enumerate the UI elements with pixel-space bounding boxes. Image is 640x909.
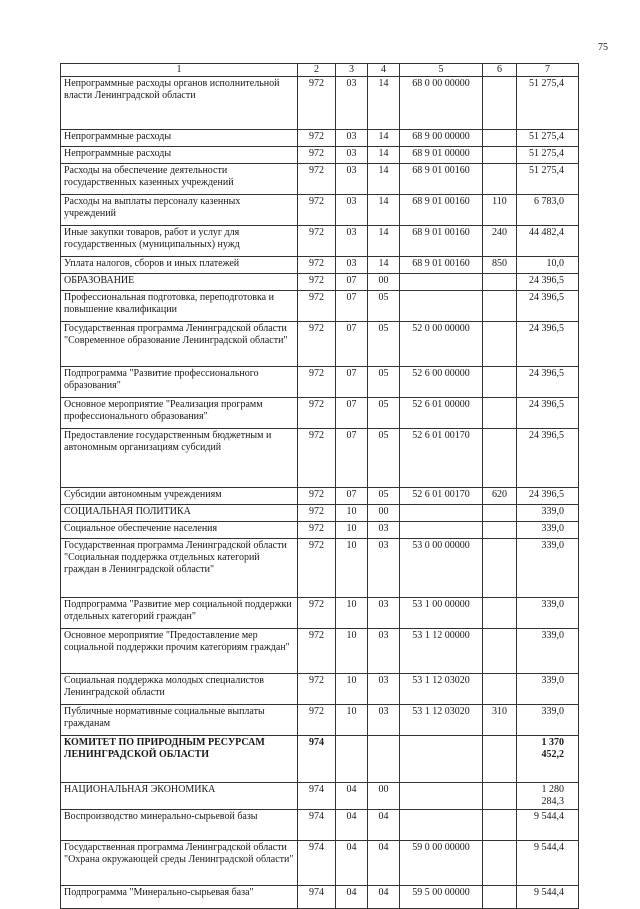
row-admin-code: 972 <box>298 291 336 322</box>
row-label: Непрограммные расходы <box>61 147 298 164</box>
row-label: Расходы на выплаты персоналу казенных учреждений <box>61 195 298 226</box>
row-expense-type <box>483 841 517 886</box>
row-amount: 24 396,5 <box>517 274 579 291</box>
table-row <box>61 274 579 291</box>
row-admin-code: 972 <box>298 522 336 539</box>
row-target-code: 68 9 01 00160 <box>400 195 483 226</box>
row-expense-type <box>483 398 517 429</box>
row-admin-code: 972 <box>298 598 336 629</box>
row-expense-type <box>483 886 517 909</box>
row-subsection: 14 <box>368 226 400 257</box>
row-section: 03 <box>336 257 368 274</box>
table-row <box>61 147 579 164</box>
table-row <box>61 488 579 505</box>
header-cell: 4 <box>368 64 400 77</box>
row-label: Государственная программа Ленинградской области "Охрана окружающей среды Ленинградской области" <box>61 841 298 886</box>
row-label: ОБРАЗОВАНИЕ <box>61 274 298 291</box>
row-expense-type <box>483 783 517 810</box>
row-target-code: 52 0 00 00000 <box>400 322 483 367</box>
row-subsection: 14 <box>368 77 400 130</box>
row-section: 04 <box>336 841 368 886</box>
row-subsection: 14 <box>368 130 400 147</box>
row-section: 07 <box>336 322 368 367</box>
row-subsection: 14 <box>368 164 400 195</box>
row-amount: 1 280 284,3 <box>517 783 579 810</box>
row-expense-type <box>483 77 517 130</box>
row-target-code <box>400 522 483 539</box>
row-subsection: 14 <box>368 195 400 226</box>
table-row <box>61 291 579 322</box>
header-cell: 3 <box>336 64 368 77</box>
row-subsection: 00 <box>368 274 400 291</box>
row-admin-code: 972 <box>298 629 336 674</box>
row-expense-type: 850 <box>483 257 517 274</box>
row-section: 03 <box>336 164 368 195</box>
header-cell: 2 <box>298 64 336 77</box>
row-subsection: 04 <box>368 810 400 841</box>
row-section: 07 <box>336 367 368 398</box>
header-row <box>61 64 579 77</box>
row-target-code: 53 1 12 03020 <box>400 705 483 736</box>
row-label: Подпрограмма "Развитие профессионального образования" <box>61 367 298 398</box>
row-admin-code: 972 <box>298 322 336 367</box>
row-amount: 339,0 <box>517 705 579 736</box>
row-section: 07 <box>336 398 368 429</box>
table-row <box>61 810 579 841</box>
table-row <box>61 322 579 367</box>
row-label: Социальная поддержка молодых специалистов Ленинградской области <box>61 674 298 705</box>
row-target-code: 52 6 01 00170 <box>400 488 483 505</box>
row-amount: 9 544,4 <box>517 810 579 841</box>
row-expense-type <box>483 367 517 398</box>
row-amount: 44 482,4 <box>517 226 579 257</box>
row-admin-code: 972 <box>298 705 336 736</box>
row-section: 10 <box>336 539 368 598</box>
row-expense-type <box>483 598 517 629</box>
row-subsection: 03 <box>368 598 400 629</box>
row-admin-code: 972 <box>298 226 336 257</box>
row-expense-type <box>483 674 517 705</box>
row-admin-code: 972 <box>298 257 336 274</box>
row-admin-code: 972 <box>298 77 336 130</box>
row-section: 07 <box>336 291 368 322</box>
row-subsection: 05 <box>368 429 400 488</box>
row-subsection: 05 <box>368 367 400 398</box>
row-section: 10 <box>336 674 368 705</box>
row-admin-code: 972 <box>298 195 336 226</box>
row-section: 10 <box>336 705 368 736</box>
row-admin-code: 974 <box>298 841 336 886</box>
row-label: Субсидии автономным учреждениям <box>61 488 298 505</box>
row-label: НАЦИОНАЛЬНАЯ ЭКОНОМИКА <box>61 783 298 810</box>
row-target-code: 53 1 12 00000 <box>400 629 483 674</box>
row-section: 04 <box>336 886 368 909</box>
row-label: Непрограммные расходы <box>61 130 298 147</box>
row-amount: 24 396,5 <box>517 322 579 367</box>
header-cell: 6 <box>483 64 517 77</box>
row-label: Иные закупки товаров, работ и услуг для государственных (муниципальных) нужд <box>61 226 298 257</box>
table-row <box>61 841 579 886</box>
row-amount: 339,0 <box>517 674 579 705</box>
row-subsection: 00 <box>368 783 400 810</box>
row-label: Подпрограмма "Минерально-сырьевая база" <box>61 886 298 909</box>
row-subsection: 14 <box>368 257 400 274</box>
row-section <box>336 736 368 783</box>
table-row <box>61 398 579 429</box>
row-label: Государственная программа Ленинградской области "Современное образование Ленинградской области" <box>61 322 298 367</box>
row-subsection: 05 <box>368 322 400 367</box>
row-expense-type: 620 <box>483 488 517 505</box>
row-expense-type <box>483 629 517 674</box>
row-amount: 51 275,4 <box>517 164 579 195</box>
table-row <box>61 783 579 810</box>
row-admin-code: 972 <box>298 429 336 488</box>
row-expense-type <box>483 810 517 841</box>
table-row <box>61 736 579 783</box>
header-cell: 7 <box>517 64 579 77</box>
row-label: Основное мероприятие "Реализация программ профессионального образования" <box>61 398 298 429</box>
row-admin-code: 972 <box>298 130 336 147</box>
row-expense-type <box>483 429 517 488</box>
row-section: 03 <box>336 195 368 226</box>
row-admin-code: 972 <box>298 164 336 195</box>
table-row <box>61 629 579 674</box>
row-amount: 10,0 <box>517 257 579 274</box>
row-section: 10 <box>336 629 368 674</box>
row-expense-type <box>483 322 517 367</box>
table-row <box>61 505 579 522</box>
row-target-code: 52 6 00 00000 <box>400 367 483 398</box>
row-section: 07 <box>336 429 368 488</box>
row-amount: 339,0 <box>517 522 579 539</box>
row-section: 07 <box>336 488 368 505</box>
table-row <box>61 226 579 257</box>
row-admin-code: 974 <box>298 736 336 783</box>
row-amount: 6 783,0 <box>517 195 579 226</box>
row-section: 10 <box>336 522 368 539</box>
table-row <box>61 77 579 130</box>
row-target-code: 53 1 00 00000 <box>400 598 483 629</box>
row-section: 10 <box>336 598 368 629</box>
row-section: 10 <box>336 505 368 522</box>
table-row <box>61 257 579 274</box>
row-subsection: 03 <box>368 705 400 736</box>
row-section: 03 <box>336 130 368 147</box>
row-target-code: 52 6 01 00170 <box>400 429 483 488</box>
row-admin-code: 974 <box>298 810 336 841</box>
table-row <box>61 367 579 398</box>
row-label: Подпрограмма "Развитие мер социальной поддержки отдельных категорий граждан" <box>61 598 298 629</box>
row-label: Воспроизводство минерально-сырьевой базы <box>61 810 298 841</box>
row-section: 03 <box>336 77 368 130</box>
row-admin-code: 972 <box>298 674 336 705</box>
row-expense-type: 240 <box>483 226 517 257</box>
row-target-code: 68 0 00 00000 <box>400 77 483 130</box>
header-cell: 1 <box>61 64 298 77</box>
row-label: Публичные нормативные социальные выплаты гражданам <box>61 705 298 736</box>
row-target-code <box>400 274 483 291</box>
row-admin-code: 974 <box>298 783 336 810</box>
row-expense-type: 310 <box>483 705 517 736</box>
row-amount: 9 544,4 <box>517 886 579 909</box>
row-target-code: 68 9 01 00160 <box>400 164 483 195</box>
row-target-code <box>400 810 483 841</box>
row-expense-type <box>483 291 517 322</box>
row-target-code: 68 9 01 00160 <box>400 257 483 274</box>
row-section: 03 <box>336 226 368 257</box>
row-label: КОМИТЕТ ПО ПРИРОДНЫМ РЕСУРСАМ ЛЕНИНГРАДСКОЙ ОБЛАСТИ <box>61 736 298 783</box>
table-row <box>61 539 579 598</box>
row-target-code <box>400 505 483 522</box>
row-amount: 24 396,5 <box>517 429 579 488</box>
table-body <box>61 64 579 909</box>
row-subsection: 05 <box>368 488 400 505</box>
table-row <box>61 429 579 488</box>
table-row <box>61 130 579 147</box>
table-row <box>61 674 579 705</box>
row-subsection <box>368 736 400 783</box>
row-admin-code: 972 <box>298 147 336 164</box>
row-subsection: 03 <box>368 674 400 705</box>
row-amount: 9 544,4 <box>517 841 579 886</box>
row-amount: 51 275,4 <box>517 77 579 130</box>
row-amount: 339,0 <box>517 539 579 598</box>
table-row <box>61 522 579 539</box>
row-expense-type <box>483 274 517 291</box>
row-subsection: 00 <box>368 505 400 522</box>
row-subsection: 05 <box>368 291 400 322</box>
row-admin-code: 972 <box>298 274 336 291</box>
row-target-code: 52 6 01 00000 <box>400 398 483 429</box>
row-subsection: 05 <box>368 398 400 429</box>
table-row <box>61 195 579 226</box>
page-number: 75 <box>598 42 608 53</box>
row-target-code: 53 0 00 00000 <box>400 539 483 598</box>
row-expense-type <box>483 130 517 147</box>
row-section: 04 <box>336 783 368 810</box>
row-target-code: 59 0 00 00000 <box>400 841 483 886</box>
row-admin-code: 974 <box>298 886 336 909</box>
row-amount: 339,0 <box>517 598 579 629</box>
row-subsection: 03 <box>368 539 400 598</box>
row-target-code <box>400 736 483 783</box>
table-row <box>61 598 579 629</box>
row-admin-code: 972 <box>298 367 336 398</box>
table-row <box>61 164 579 195</box>
row-target-code: 68 9 01 00000 <box>400 147 483 164</box>
row-target-code <box>400 783 483 810</box>
row-section: 03 <box>336 147 368 164</box>
row-admin-code: 972 <box>298 539 336 598</box>
budget-table <box>60 63 579 909</box>
row-subsection: 03 <box>368 629 400 674</box>
row-expense-type <box>483 147 517 164</box>
row-target-code: 68 9 00 00000 <box>400 130 483 147</box>
row-label: СОЦИАЛЬНАЯ ПОЛИТИКА <box>61 505 298 522</box>
row-label: Государственная программа Ленинградской области "Социальная поддержка отдельных категорий граждан в Ленинградской области" <box>61 539 298 598</box>
row-amount: 339,0 <box>517 629 579 674</box>
row-amount: 51 275,4 <box>517 147 579 164</box>
row-label: Непрограммные расходы органов исполнительной власти Ленинградской области <box>61 77 298 130</box>
row-target-code: 53 1 12 03020 <box>400 674 483 705</box>
row-amount: 24 396,5 <box>517 291 579 322</box>
row-target-code <box>400 291 483 322</box>
row-admin-code: 972 <box>298 505 336 522</box>
row-subsection: 04 <box>368 841 400 886</box>
row-label: Основное мероприятие "Предоставление мер социальной поддержки прочим категориям граждан" <box>61 629 298 674</box>
row-amount: 51 275,4 <box>517 130 579 147</box>
row-section: 04 <box>336 810 368 841</box>
row-subsection: 14 <box>368 147 400 164</box>
row-amount: 24 396,5 <box>517 488 579 505</box>
row-expense-type <box>483 539 517 598</box>
row-target-code: 59 5 00 00000 <box>400 886 483 909</box>
row-admin-code: 972 <box>298 398 336 429</box>
row-subsection: 03 <box>368 522 400 539</box>
header-cell: 5 <box>400 64 483 77</box>
row-expense-type <box>483 505 517 522</box>
row-amount: 24 396,5 <box>517 367 579 398</box>
row-amount: 1 370 452,2 <box>517 736 579 783</box>
table-row <box>61 705 579 736</box>
row-label: Профессиональная подготовка, переподготовка и повышение квалификации <box>61 291 298 322</box>
row-expense-type <box>483 522 517 539</box>
row-amount: 24 396,5 <box>517 398 579 429</box>
row-label: Расходы на обеспечение деятельности государственных казенных учреждений <box>61 164 298 195</box>
row-target-code: 68 9 01 00160 <box>400 226 483 257</box>
table-row <box>61 886 579 909</box>
row-subsection: 04 <box>368 886 400 909</box>
row-label: Социальное обеспечение населения <box>61 522 298 539</box>
row-expense-type: 110 <box>483 195 517 226</box>
row-label: Уплата налогов, сборов и иных платежей <box>61 257 298 274</box>
row-expense-type <box>483 164 517 195</box>
row-expense-type <box>483 736 517 783</box>
row-amount: 339,0 <box>517 505 579 522</box>
row-admin-code: 972 <box>298 488 336 505</box>
row-label: Предоставление государственным бюджетным и автономным организациям субсидий <box>61 429 298 488</box>
row-section: 07 <box>336 274 368 291</box>
